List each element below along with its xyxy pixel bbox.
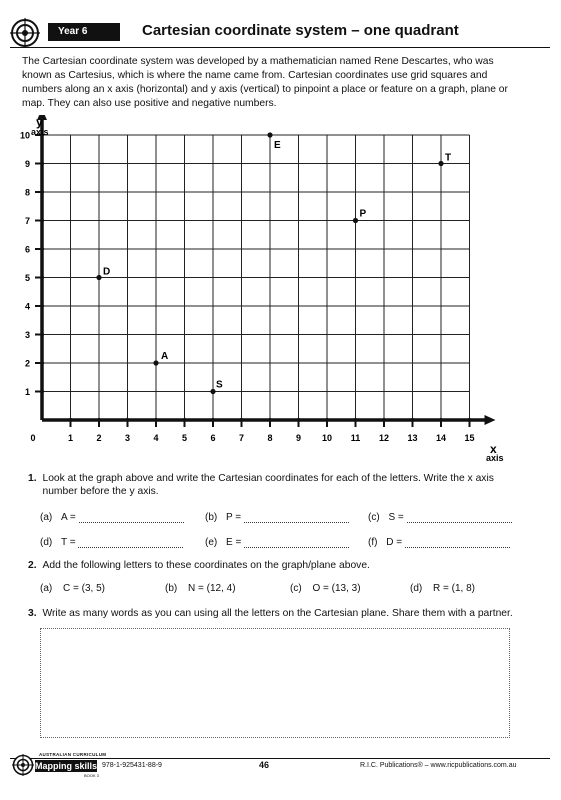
x-tick-label: 14 (435, 433, 447, 443)
x-tick-label: 5 (181, 433, 188, 443)
year-level-tab: Year 6 (48, 23, 120, 41)
point-label-e: E (274, 140, 281, 151)
q1-item-e-text: E = (226, 537, 242, 548)
origin-label: 0 (30, 433, 36, 443)
point-label-p: P (359, 208, 367, 220)
y-tick-label: 9 (24, 159, 30, 169)
point-label-s: S (216, 379, 223, 391)
q1-item-a-text: A = (61, 512, 76, 523)
q1-item-f (368, 537, 510, 548)
x-tick-label: 9 (295, 433, 302, 443)
q1-item-f-label: (f) (368, 537, 378, 548)
q2-item-a (40, 583, 105, 594)
q2-item-c (290, 583, 361, 594)
q2-item-a-text: C = (3, 5) (63, 583, 105, 594)
q1-item-c (368, 512, 512, 523)
y-axis-word: axis (31, 127, 49, 137)
y-tick-label: 10 (19, 130, 30, 141)
y-tick-label: 1 (24, 387, 30, 397)
plotted-points (96, 132, 451, 394)
point-p (353, 218, 358, 223)
y-tick-label: 2 (24, 358, 30, 369)
q1-item-b-text: P = (226, 512, 242, 523)
q2-item-c-text: O = (13, 3) (312, 583, 361, 594)
question-2-text: Add the following letters to these coordinates on the graph/plane above. (42, 560, 370, 571)
footer-isbn: 978-1-925431-88-9 (102, 762, 162, 769)
page-title: Cartesian coordinate system – one quadrant (142, 22, 459, 39)
q1-answer-c-field[interactable] (407, 513, 512, 523)
x-tick-label: 3 (124, 433, 131, 443)
point-s (210, 389, 215, 394)
footer-publisher: R.I.C. Publications® – www.ricpublications.com.au (360, 762, 517, 769)
y-tick-label: 8 (24, 187, 30, 198)
header-divider (10, 47, 550, 48)
x-axis-word: axis (486, 453, 504, 463)
cartesian-graph (0, 115, 561, 470)
q1-answer-e-field[interactable] (244, 538, 349, 548)
y-tick-label: 6 (24, 244, 30, 255)
point-label-d: D (103, 266, 111, 278)
x-tick-label: 11 (350, 433, 361, 443)
x-tick-label: 6 (210, 433, 216, 443)
y-tick-label: 3 (24, 330, 30, 340)
point-label-a: A (161, 351, 169, 362)
x-axis-letter: x (490, 442, 497, 456)
x-tick-label: 7 (238, 433, 245, 443)
x-tick-label: 15 (464, 433, 475, 443)
question-3-number: 3. (28, 608, 37, 619)
question-1-text: Look at the graph above and write the Cartesian coordinates for each of the letters. Write the x axis number before the y axis. (42, 473, 494, 497)
q1-item-c-text: S = (388, 512, 404, 523)
question-2 (28, 559, 370, 572)
footer-book-label: BOOK 3 (84, 773, 99, 778)
question-3-text: Write as many words as you can using all the letters on the Cartesian plane. Share them with a partner. (42, 608, 513, 619)
q2-item-d (410, 583, 475, 594)
question-1-number: 1. (28, 473, 37, 484)
y-axis-letter: y (36, 115, 43, 129)
page-number: 46 (259, 760, 270, 770)
point-d (96, 275, 101, 280)
q1-item-b (205, 512, 349, 523)
x-tick-label: 10 (321, 433, 333, 443)
q1-answer-a-field[interactable] (79, 513, 184, 523)
q1-item-f-text: D = (386, 537, 403, 548)
x-tick-label: 1 (67, 433, 74, 443)
footer-brand: Mapping skills (35, 761, 98, 771)
q2-item-d-label: (d) (410, 583, 423, 594)
x-tick-label: 13 (407, 433, 418, 443)
q2-item-c-label: (c) (290, 583, 302, 594)
x-tick-label: 12 (378, 433, 390, 443)
question-1 (28, 472, 518, 498)
point-a (153, 360, 158, 365)
q2-item-d-text: R = (1, 8) (433, 583, 475, 594)
question-3 (28, 607, 513, 620)
q1-answer-b-field[interactable] (244, 513, 349, 523)
footer-curriculum-label: AUSTRALIAN CURRICULUM (39, 752, 107, 757)
y-tick-label: 7 (24, 216, 30, 226)
q3-answer-box[interactable] (40, 628, 510, 738)
q1-answer-f-field[interactable] (405, 538, 510, 548)
x-tick-label: 2 (96, 433, 102, 443)
q1-item-d (40, 537, 183, 548)
grid-lines (42, 135, 470, 420)
q2-item-b-text: N = (12, 4) (188, 583, 236, 594)
q1-item-b-label: (b) (205, 512, 218, 523)
q1-answer-d-field[interactable] (78, 538, 183, 548)
y-tick-label: 5 (24, 273, 30, 283)
x-axis-arrow (485, 415, 496, 425)
point-label-t: T (445, 152, 452, 164)
footer-divider (10, 758, 550, 759)
q1-item-c-label: (c) (368, 512, 380, 523)
footer-target-icon (12, 754, 34, 776)
y-tick-label: 4 (24, 301, 30, 312)
q1-item-d-label: (d) (40, 537, 53, 548)
q1-item-d-text: T = (61, 537, 76, 548)
x-tick-label: 8 (267, 433, 273, 443)
q2-item-a-label: (a) (40, 583, 53, 594)
tick-labels (20, 131, 475, 444)
q1-item-a (40, 512, 184, 523)
intro-paragraph: The Cartesian coordinate system was developed by a mathematician named Rene Descartes, who was known as Cartesius, which is where the name came from. Cartesian coordinates use grid squares and numbers along an x axis (horizontal) and y axis (vertical) to pinpoint a place or feature on a graph, plane or map. They can also use positive and negative numbers. (22, 56, 508, 109)
q2-item-b-label: (b) (165, 583, 178, 594)
point-t (438, 161, 443, 166)
point-e (267, 132, 272, 137)
q1-item-e (205, 537, 349, 548)
target-logo-icon (10, 18, 40, 48)
q1-item-a-label: (a) (40, 512, 53, 523)
q1-item-e-label: (e) (205, 537, 218, 548)
q2-item-b (165, 583, 236, 594)
x-tick-label: 4 (153, 433, 159, 443)
question-2-number: 2. (28, 560, 37, 571)
